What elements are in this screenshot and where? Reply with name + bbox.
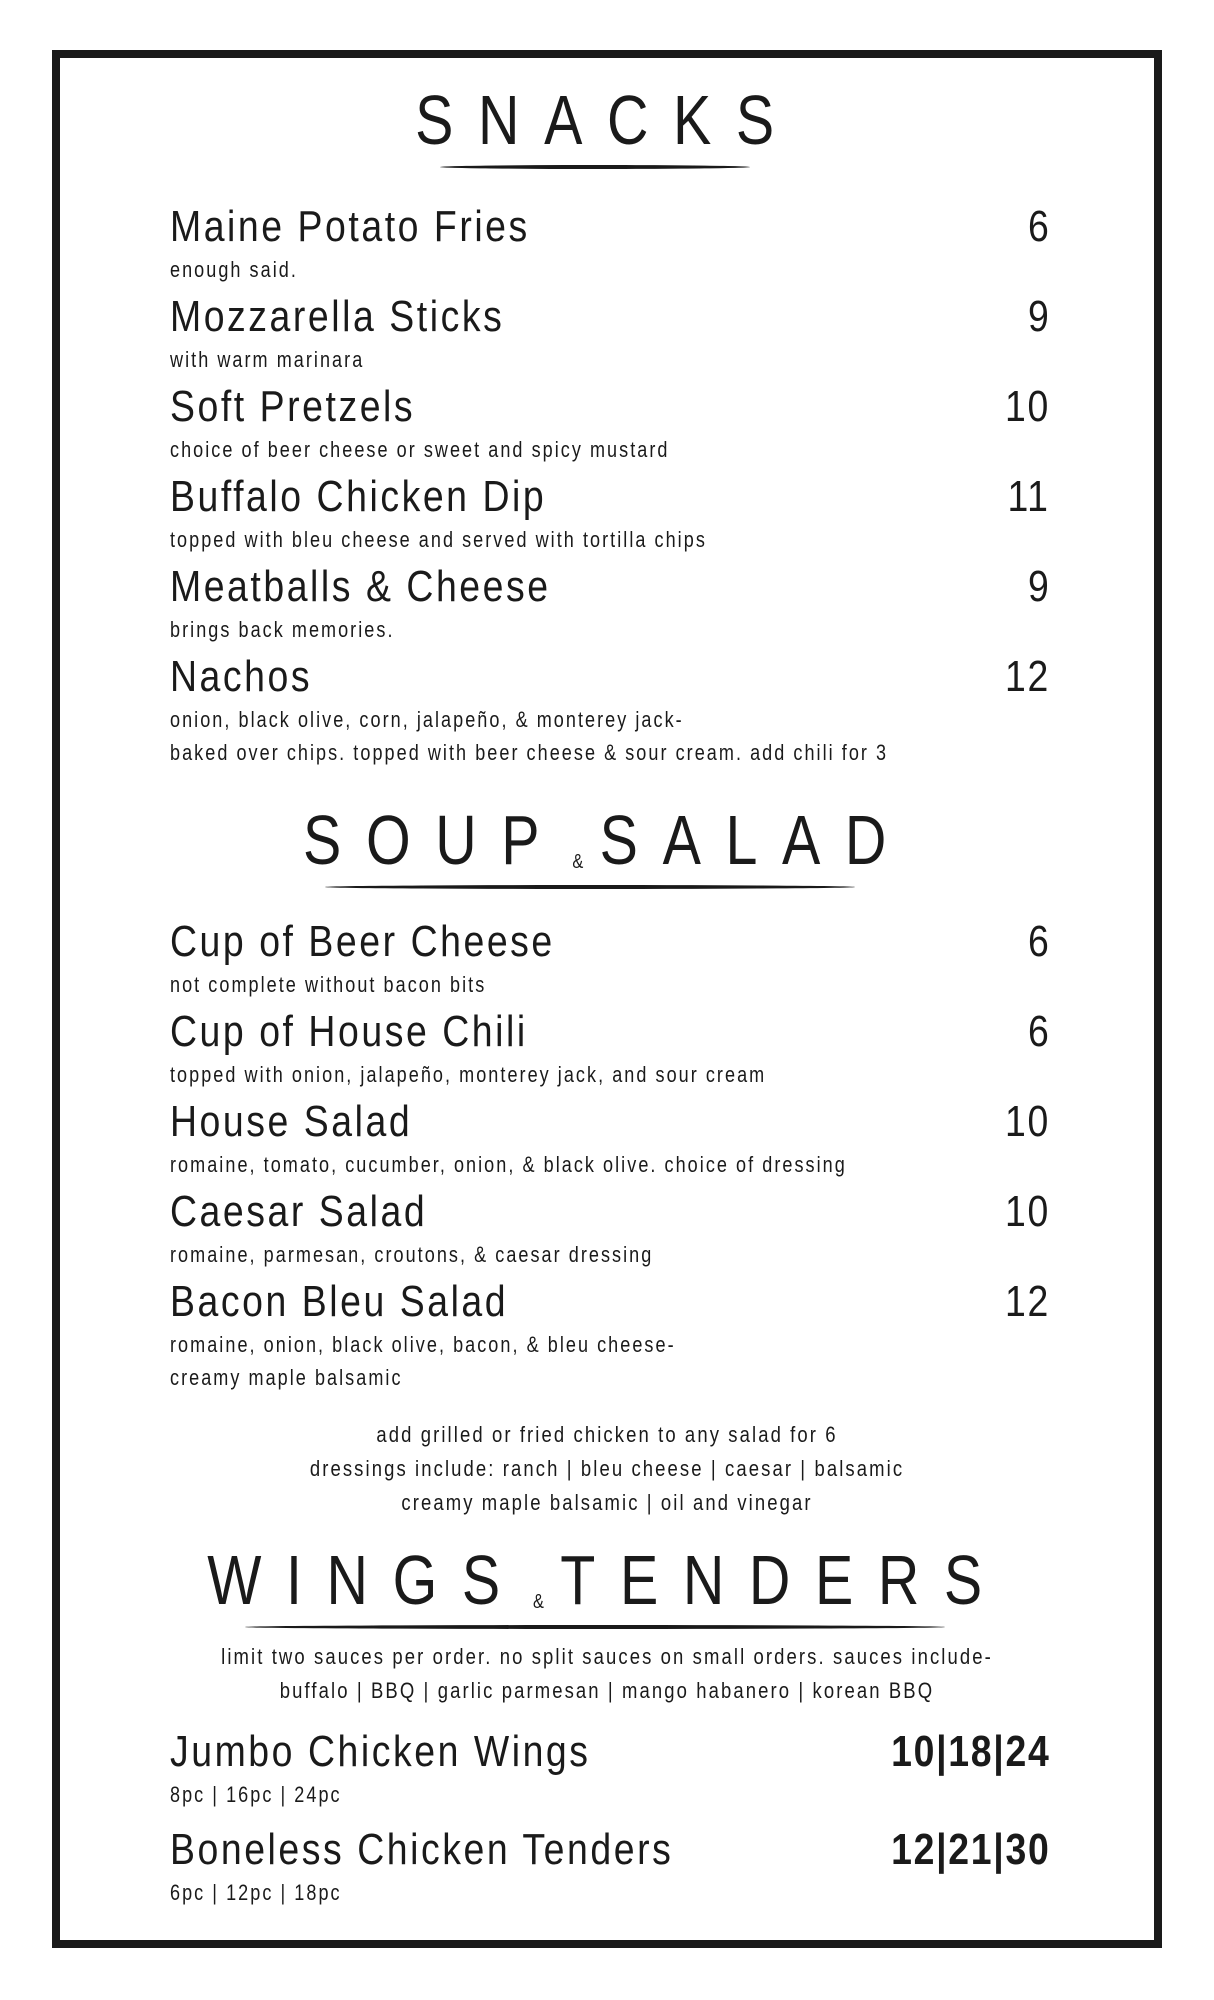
item-name: Buffalo Chicken Dip	[170, 472, 547, 521]
menu-item	[170, 202, 1050, 286]
note-line: creamy maple balsamic | oil and vinegar	[401, 1490, 813, 1515]
item-price: 10	[1004, 382, 1050, 431]
item-name: Mozzarella Sticks	[170, 292, 505, 341]
item-description: 6pc | 12pc | 18pc	[170, 1880, 342, 1905]
item-price: 12|21|30	[890, 1825, 1050, 1874]
item-description: romaine, onion, black olive, bacon, & bleu cheese-	[170, 1332, 676, 1357]
item-description: choice of beer cheese or sweet and spicy mustard	[170, 437, 670, 462]
item-description: brings back memories.	[170, 617, 395, 642]
item-description: with warm marinara	[170, 347, 365, 372]
item-price: 6	[1027, 917, 1050, 966]
menu-item	[170, 652, 1050, 769]
item-price: 12	[1004, 652, 1050, 701]
item-name: Cup of Beer Cheese	[170, 917, 555, 966]
section-title-wings-tenders: WINGS & TENDERS	[207, 1541, 1007, 1619]
item-price: 12	[1004, 1277, 1050, 1326]
item-name: Jumbo Chicken Wings	[170, 1727, 591, 1776]
item-description: romaine, tomato, cucumber, onion, & black olive. choice of dressing	[170, 1152, 847, 1177]
item-description: romaine, parmesan, croutons, & caesar dressing	[170, 1242, 654, 1267]
section-title-snacks: SNACKS	[415, 81, 799, 159]
menu-item	[170, 472, 1050, 556]
note-line: buffalo | BBQ | garlic parmesan | mango habanero | korean BBQ	[279, 1678, 935, 1703]
item-name: Caesar Salad	[170, 1187, 428, 1236]
salad-notes	[0, 1418, 1214, 1520]
item-price: 6	[1027, 202, 1050, 251]
menu-item	[170, 1097, 1050, 1181]
item-price: 6	[1027, 1007, 1050, 1056]
title-underline	[325, 885, 855, 889]
note-line: dressings include: ranch | bleu cheese | caesar | balsamic	[309, 1456, 905, 1481]
menu-item	[170, 1727, 1050, 1811]
item-description: 8pc | 16pc | 24pc	[170, 1782, 342, 1807]
item-description: topped with bleu cheese and served with tortilla chips	[170, 527, 707, 552]
item-price: 10	[1004, 1097, 1050, 1146]
item-price: 9	[1027, 292, 1050, 341]
menu-item	[170, 382, 1050, 466]
title-underline	[245, 1625, 945, 1629]
menu-item	[170, 1187, 1050, 1271]
item-description: topped with onion, jalapeño, monterey jack, and sour cream	[170, 1062, 767, 1087]
section-title-soup-salad: SOUP & SALAD	[303, 801, 911, 879]
item-description: baked over chips. topped with beer cheese & sour cream. add chili for 3	[170, 740, 889, 765]
item-description: onion, black olive, corn, jalapeño, & monterey jack-	[170, 707, 684, 732]
item-name: Boneless Chicken Tenders	[170, 1825, 674, 1874]
item-description: not complete without bacon bits	[170, 972, 487, 997]
item-name: Cup of House Chili	[170, 1007, 528, 1056]
menu-item	[170, 1277, 1050, 1394]
item-description: enough said.	[170, 257, 298, 282]
item-name: Soft Pretzels	[170, 382, 416, 431]
sauce-notes	[0, 1640, 1214, 1708]
menu-item	[170, 1007, 1050, 1091]
note-line: limit two sauces per order. no split sauces on small orders. sauces include-	[221, 1644, 993, 1669]
menu-item	[170, 562, 1050, 646]
item-price: 10|18|24	[890, 1727, 1050, 1776]
item-name: House Salad	[170, 1097, 413, 1146]
item-name: Meatballs & Cheese	[170, 562, 551, 611]
item-price: 9	[1027, 562, 1050, 611]
item-description: creamy maple balsamic	[170, 1365, 403, 1390]
menu-item	[170, 917, 1050, 1001]
note-line: add grilled or fried chicken to any salad for 6	[376, 1422, 838, 1447]
item-price: 10	[1004, 1187, 1050, 1236]
item-name: Bacon Bleu Salad	[170, 1277, 509, 1326]
item-name: Maine Potato Fries	[170, 202, 530, 251]
menu-item	[170, 292, 1050, 376]
menu-item	[170, 1825, 1050, 1909]
item-price: 11	[1007, 472, 1050, 521]
title-underline	[440, 165, 750, 169]
item-name: Nachos	[170, 652, 313, 701]
